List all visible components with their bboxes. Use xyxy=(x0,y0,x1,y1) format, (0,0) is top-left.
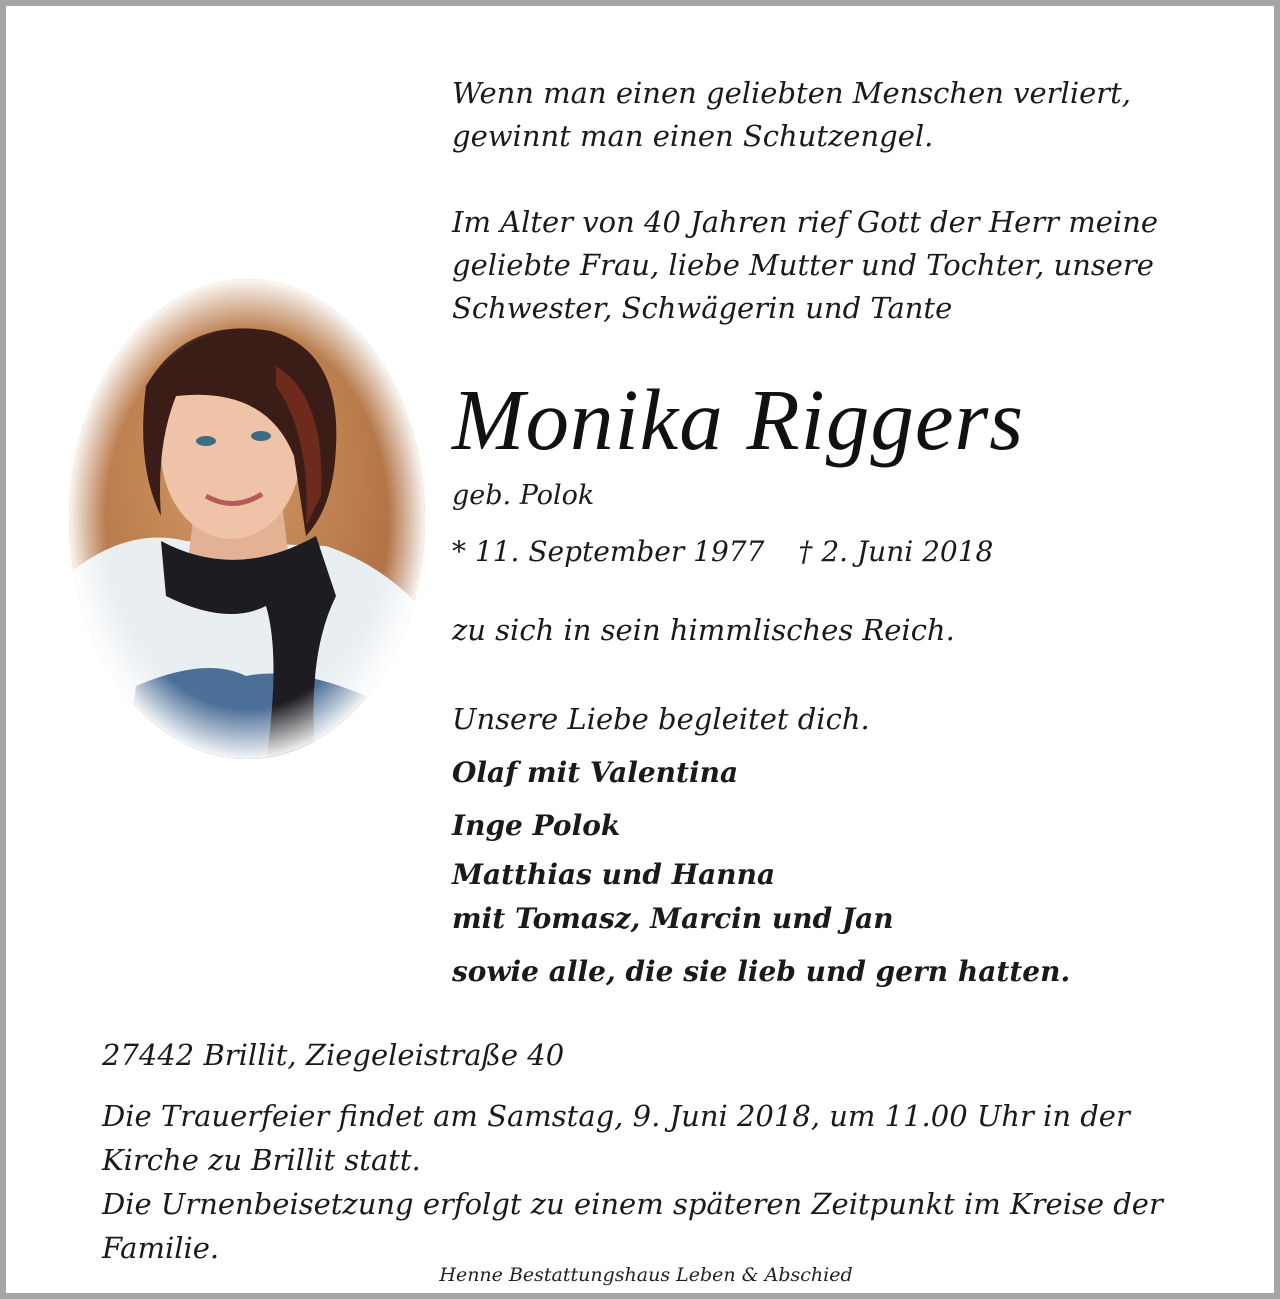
ceremony-line: Kirche zu Brillit statt. xyxy=(102,1143,421,1177)
ceremony-info xyxy=(102,1094,1212,1270)
mourner-name: mit Tomasz, Marcin und Jan xyxy=(452,902,894,935)
announcement-line: geliebte Frau, liebe Mutter und Tochter, unsere xyxy=(452,248,1154,282)
birth-date: * 11. September 1977 xyxy=(452,535,765,568)
mourner-name: Inge Polok xyxy=(452,809,621,842)
address: 27442 Brillit, Ziegeleistraße 40 xyxy=(102,1038,565,1072)
intro-verse xyxy=(452,72,1252,330)
mourner-name: Matthias und Hanna xyxy=(452,858,776,891)
announcement-line: Schwester, Schwägerin und Tante xyxy=(452,291,953,325)
funeral-home: Henne Bestattungshaus Leben & Abschied xyxy=(439,1264,853,1286)
mourner-name: sowie alle, die sie lieb und gern hatten. xyxy=(452,955,1071,988)
deceased-name: Monika Riggers xyxy=(452,371,1025,468)
ceremony-line: Die Trauerfeier findet am Samstag, 9. Juni 2018, um 11.00 Uhr in der xyxy=(102,1099,1130,1133)
life-dates xyxy=(452,531,993,573)
burial-line: Die Urnenbeisetzung erfolgt zu einem späteren Zeitpunkt im Kreise der xyxy=(102,1187,1163,1221)
verse-line: Wenn man einen geliebten Menschen verliert, xyxy=(452,76,1131,110)
portrait-photo xyxy=(66,276,428,762)
birth-name: geb. Polok xyxy=(452,480,595,511)
death-date: † 2. Juni 2018 xyxy=(798,535,994,568)
mourner-name: Olaf mit Valentina xyxy=(452,756,739,789)
burial-line: Familie. xyxy=(102,1231,220,1265)
verse-line: gewinnt man einen Schutzengel. xyxy=(452,119,934,153)
love-line: Unsere Liebe begleitet dich. xyxy=(452,702,870,736)
announcement-line: Im Alter von 40 Jahren rief Gott der Herr meine xyxy=(452,205,1159,239)
heaven-line: zu sich in sein himmlisches Reich. xyxy=(452,613,955,647)
